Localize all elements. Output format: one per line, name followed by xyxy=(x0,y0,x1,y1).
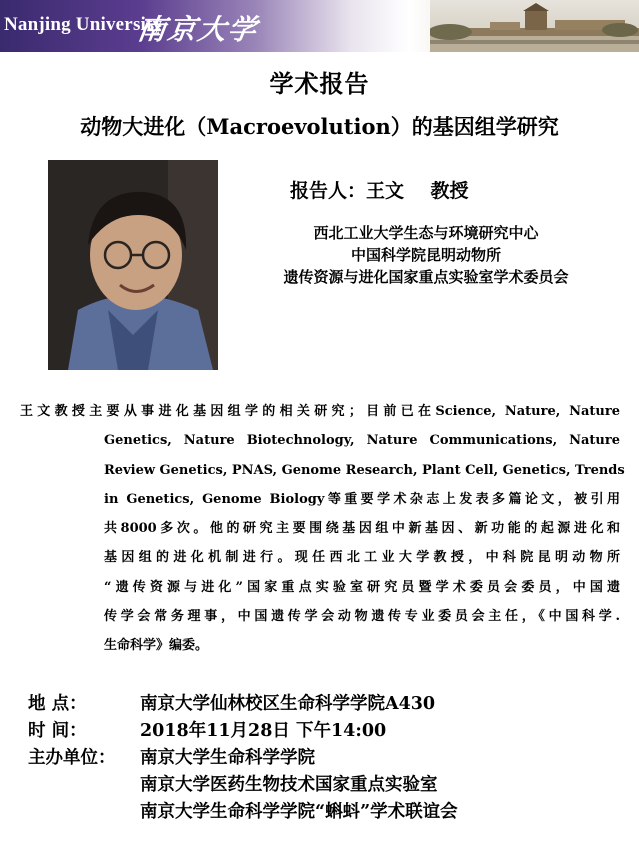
bio-line: 传学会常务理事，中国遗传学会动物遗传专业委员会主任，《中国科学. xyxy=(104,609,620,625)
host-label: 主办单位： xyxy=(28,748,116,768)
university-name-en: Nanjing University xyxy=(4,14,163,35)
bio-line: 生命科学》编委。 xyxy=(104,638,209,654)
bio-line: Genetics, Nature Biotechnology, Nature Communications, Nature xyxy=(104,433,620,449)
host-value-3: 南京大学生命科学学院“蝌蚪”学术联谊会 xyxy=(140,802,458,822)
bio-line: 共8000多次。他的研究主要围绕基因组中新基因、新功能的起源进化和 xyxy=(104,521,620,537)
affiliation-2: 中国科学院昆明动物所 xyxy=(350,246,501,264)
page-title: 学术报告 xyxy=(269,69,370,98)
location-row xyxy=(28,690,435,715)
speaker-photo xyxy=(48,160,218,370)
bio-line: in Genetics, Genome Biology等重要学术杂志上发表多篇论文，被引用 xyxy=(104,491,620,507)
bio-line: “遗传资源与进化”国家重点实验室研究员暨学术委员会委员，中国遗 xyxy=(104,579,620,595)
bio-line: 基因组的进化机制进行。现任西北工业大学教授，中科院昆明动物所 xyxy=(104,550,620,566)
location-value: 南京大学仙林校区生命科学学院A430 xyxy=(140,694,436,714)
host-value-1: 南京大学生命科学学院 xyxy=(140,748,315,768)
time-label: 时 间： xyxy=(28,721,87,741)
bio-line: Review Genetics, PNAS, Genome Research, Plant Cell, Genetics, Trends xyxy=(104,462,625,478)
host-row xyxy=(28,744,315,769)
time-value: 2018年11月28日 下午14:00 xyxy=(140,721,387,741)
campus-photo xyxy=(430,0,639,52)
header-banner xyxy=(0,0,639,52)
host-value-2: 南京大学医药生物技术国家重点实验室 xyxy=(140,775,438,795)
speaker-bio xyxy=(20,397,625,661)
affiliation-1: 西北工业大学生态与环境研究中心 xyxy=(313,224,539,242)
location-label: 地 点： xyxy=(28,694,87,714)
time-row xyxy=(28,717,386,742)
university-name-cn: 南京大学 xyxy=(135,13,261,46)
speaker-name: 报告人：王文 教授 xyxy=(290,180,469,202)
affiliation-3: 遗传资源与进化国家重点实验室学术委员会 xyxy=(283,268,569,286)
talk-title: 动物大进化（Macroevolution）的基因组学研究 xyxy=(80,114,559,139)
bio-line: 王文教授主要从事进化基因组学的相关研究；目前已在Science, Nature, Nature xyxy=(20,404,620,419)
